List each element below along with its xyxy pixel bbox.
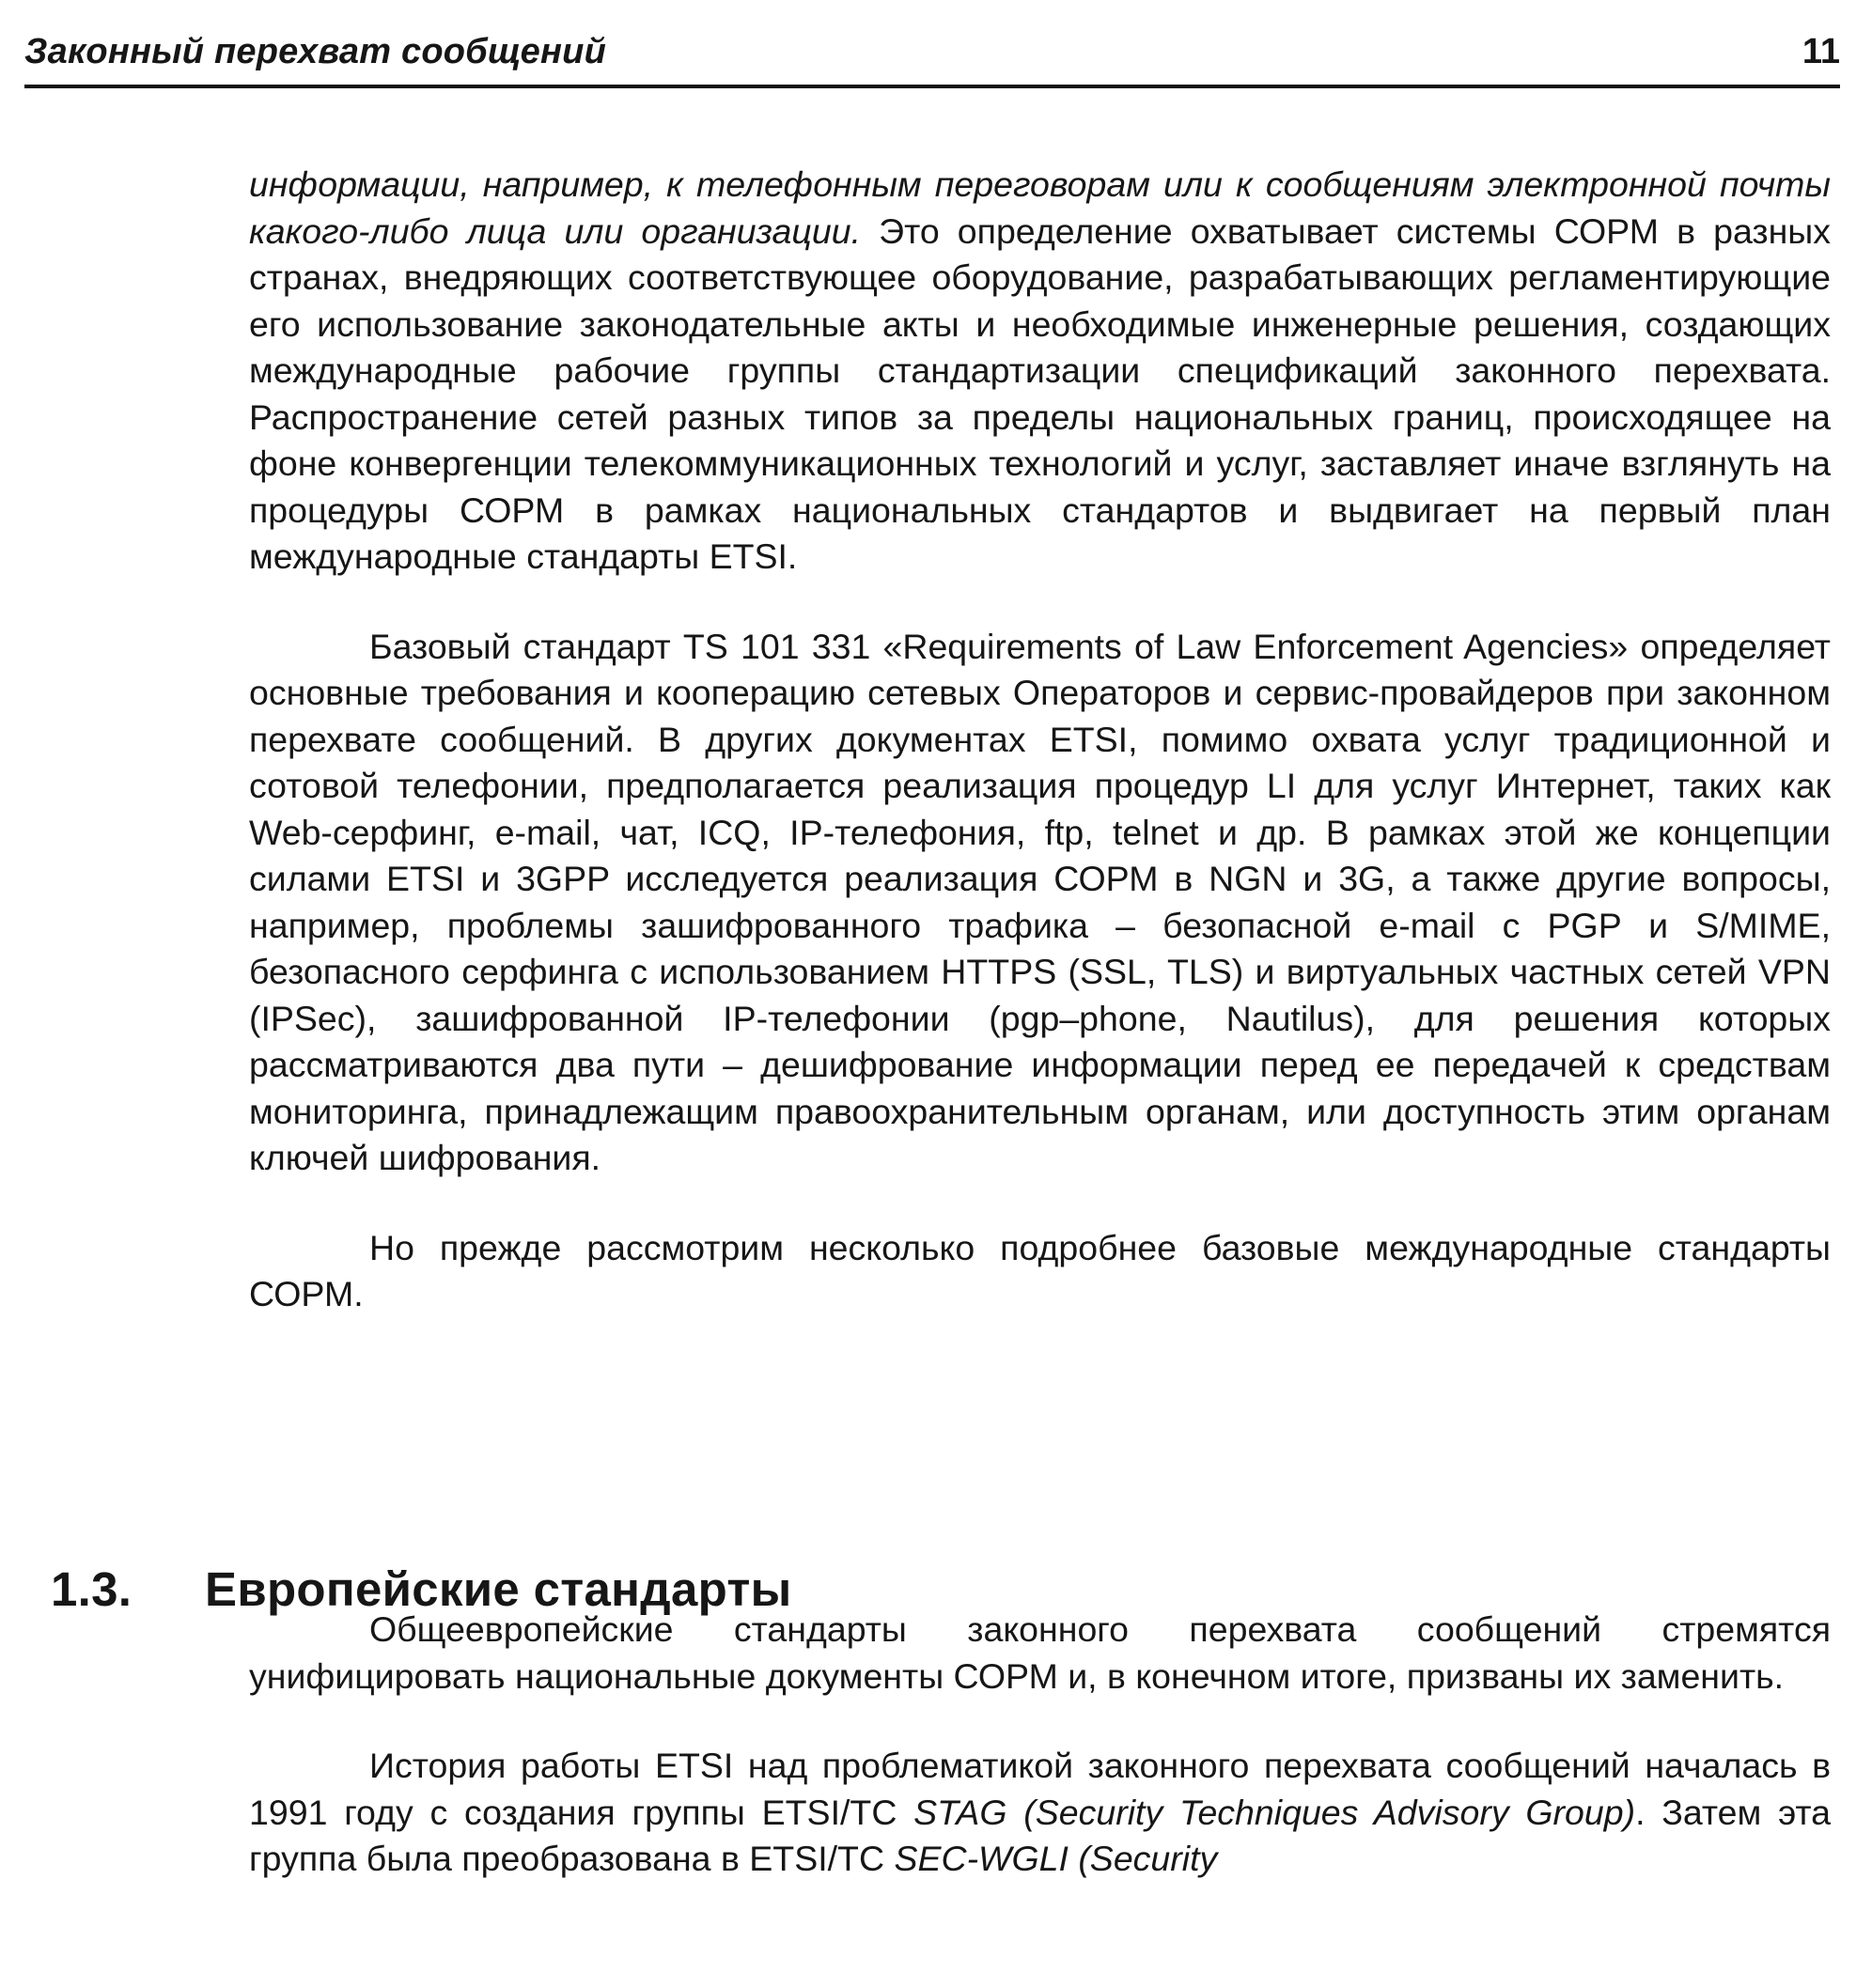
history-text-part2: . Затем эта группа была преобразована в ETSI/TC bbox=[249, 1792, 1832, 1878]
main-text bbox=[249, 162, 1831, 1318]
intro-rest-text: Это определение охватывает системы СОРМ в разных странах, внедряющих соответствующее оборудование, разрабатывающих регламентирующие его использование законодательные акты и необходимые инженерные решения, создающих международные рабочие группы стандартизации спецификаций законного перехвата. Распространение сетей разных типов за пределы национальных границ, происходящее на фоне конвергенции телекоммуникационных технологий и услуг, заставляет иначе взглянуть на процедуры СОРМ в рамках национальных стандартов и выдвигает на первый план международные стандарты ETSI. bbox=[249, 210, 1832, 576]
page-number: 11 bbox=[1802, 32, 1840, 71]
history-text-part1: История работы ETSI над проблематикой законного перехвата сообщений началась в 1991 году с создания группы ETSI/TC bbox=[249, 1746, 1831, 1832]
running-header bbox=[24, 26, 1840, 88]
section-number: 1.3. bbox=[51, 1562, 133, 1617]
paragraph-history bbox=[249, 1743, 1831, 1883]
paragraph-before-section: Но прежде рассмотрим несколько подробнее базовые международные стандарты СОРМ. bbox=[249, 1227, 1831, 1313]
paragraph-section-intro: Общеевропейские стандарты законного перехвата сообщений стремятся унифицировать национальные документы СОРМ и, в конечном итоге, призваны их заменить. bbox=[249, 1609, 1831, 1696]
paragraph-base-standard: Базовый стандарт TS 101 331 «Requirements of Law Enforcement Agencies» определяет основные требования и кооперацию сетевых Операторов и сервис-провайдеров при законном перехвате сообщений. В других документах ETSI, помимо охвата услуг традиционной и сотовой телефонии, предполагается реализация процедур LI для услуг Интернет, таких как Web-серфинг, e-mail, чат, ICQ, IP-телефония, ftp, telnet и др. В рамках этой же концепции силами ETSI и 3GPP исследуется реализация СОРМ в NGN и 3G, а также другие вопросы, например, проблемы зашифрованного трафика – безопасной e-mail с PGP и S/MIME, безопасного серфинга с использованием HTTPS (SSL, TLS) и виртуальных частных сетей VPN (IPSec), зашифрованной IP-телефонии (pgp–phone, Nautilus), для решения которых рассматриваются два пути – дешифрование информации перед ее передачей к средствам мониторинга, принадлежащим правоохранительным органам, или доступность этим органам ключей шифрования. bbox=[249, 626, 1831, 1177]
italic-lead-text: информации, например, к телефонным переговорам или к сообщениям электронной почты какого-либо лица или организации. bbox=[249, 164, 1831, 251]
history-italic-sec-wgli: SEC-WGLI (Security bbox=[894, 1839, 1218, 1878]
running-title: Законный перехват сообщений bbox=[24, 32, 606, 71]
section-text bbox=[249, 1607, 1831, 1883]
history-italic-stag: STAG (Security Techniques Advisory Group) bbox=[913, 1792, 1636, 1832]
section-title: Европейские стандарты bbox=[205, 1562, 792, 1617]
paragraph-intro-continuation bbox=[249, 162, 1831, 581]
